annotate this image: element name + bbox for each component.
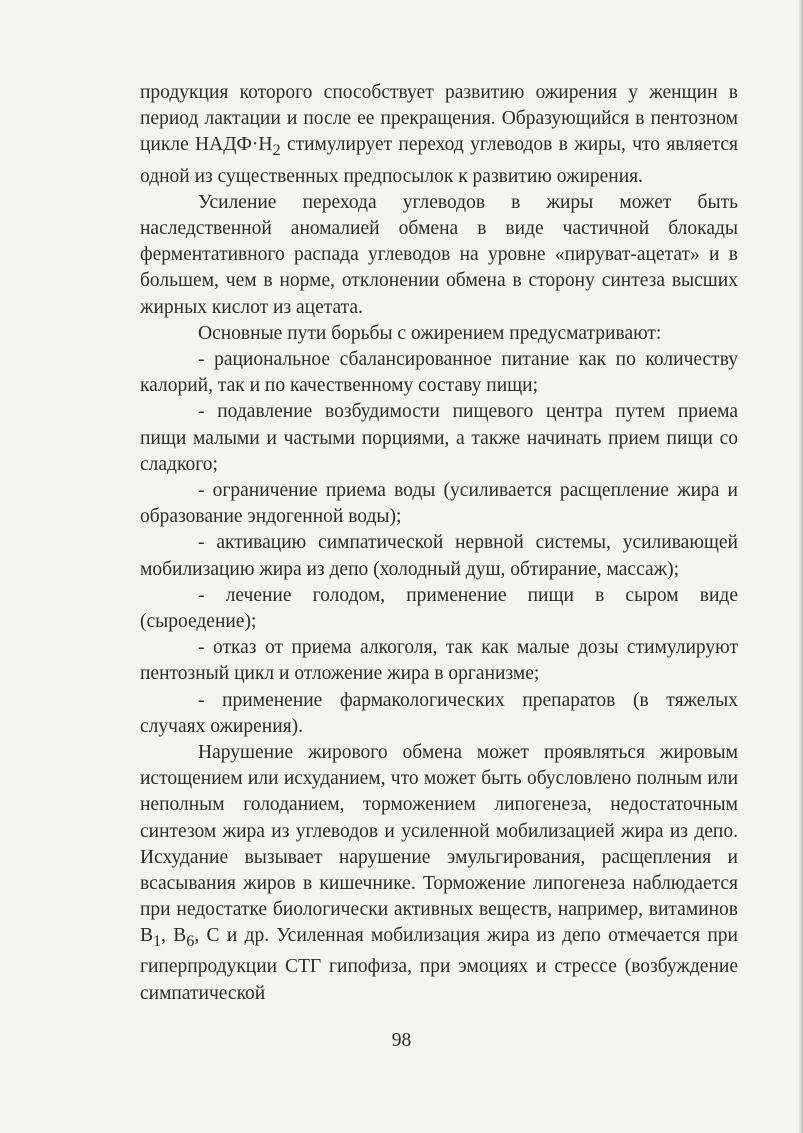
body-text: [140, 80, 738, 1007]
subscript: 2: [272, 141, 281, 160]
text-run: Нарушение жирового обмена может проявляться жировым истощением или исхуданием, что может быть обусловлено полным или неполным голоданием, торможением липогенеза, недостаточным синтезом жира из углеводов и усиленной мобилизацией жира из депо. Исхудание вызывает нарушение эмульгирования, расщепления и всасывания жиров в кишечнике. Торможение липогенеза наблюдается при недостатке биологически активных веществ, например, витаминов В: [140, 741, 738, 947]
text-run: продукция которого способствует развитию ожирения у женщин в период лактации и после ее прекращения. Образующийся в пентозном цикле НАДФ·Н: [140, 82, 738, 156]
text-run: - рациональное сбалансированное питание как по количеству калорий, так и по качественному составу пищи;: [140, 348, 738, 397]
text-run: стимулирует переход углеводов в жиры, что является одной из существенных предпосылок к развитию ожирения.: [140, 134, 738, 187]
text-run: - лечение голодом, применение пищи в сыром виде (сыроедение);: [140, 584, 738, 632]
text-run: , С и др. Усиленная мобилизация жира из депо отмечается при гиперпродукции СТГ гипофиза, при эмоциях и стрессе (возбуждение симпатической: [140, 925, 738, 1004]
subscript: 1: [153, 932, 162, 951]
page-number: 98: [391, 1030, 412, 1051]
paragraph: [140, 190, 738, 321]
page-edge: [799, 0, 803, 1133]
paragraph: [140, 688, 738, 740]
paragraph: [140, 399, 738, 478]
text-run: Усиление перехода углеводов в жиры может быть наследственной аномалией обмена в виде частичной блокады ферментативного распада углеводов на уровне «пируват-ацетат» и в большем, чем в норме, отклонении обмена в сторону синтеза высших жирных кислот из ацетата.: [140, 191, 738, 318]
text-run: , В: [161, 925, 187, 947]
paragraph: [140, 530, 738, 582]
paragraph: [140, 347, 738, 399]
text-run: - подавление возбудимости пищевого центра путем приема пищи малыми и частыми порциями, а также начинать прием пищи со сладкого;: [140, 401, 738, 475]
text-run: Основные пути борьбы с ожирением предусматривают:: [198, 322, 662, 344]
paragraph: [140, 80, 738, 190]
paragraph: [140, 321, 738, 347]
text-run: - ограничение приема воды (усиливается расщепление жира и образование эндогенной воды);: [140, 479, 738, 528]
text-run: - применение фармакологических препаратов (в тяжелых случаях ожирения).: [140, 689, 738, 737]
paragraph: [140, 583, 738, 635]
paragraph: [140, 478, 738, 530]
paragraph: [140, 635, 738, 687]
text-run: - отказ от приема алкоголя, так как малые дозы стимулируют пентозный цикл и отложение жира в организме;: [140, 637, 738, 685]
paragraph: [140, 740, 738, 1007]
subscript: 6: [186, 932, 195, 951]
text-run: - активацию симпатической нервной системы, усиливающей мобилизацию жира из депо (холодный душ, обтирание, массаж);: [140, 532, 738, 580]
